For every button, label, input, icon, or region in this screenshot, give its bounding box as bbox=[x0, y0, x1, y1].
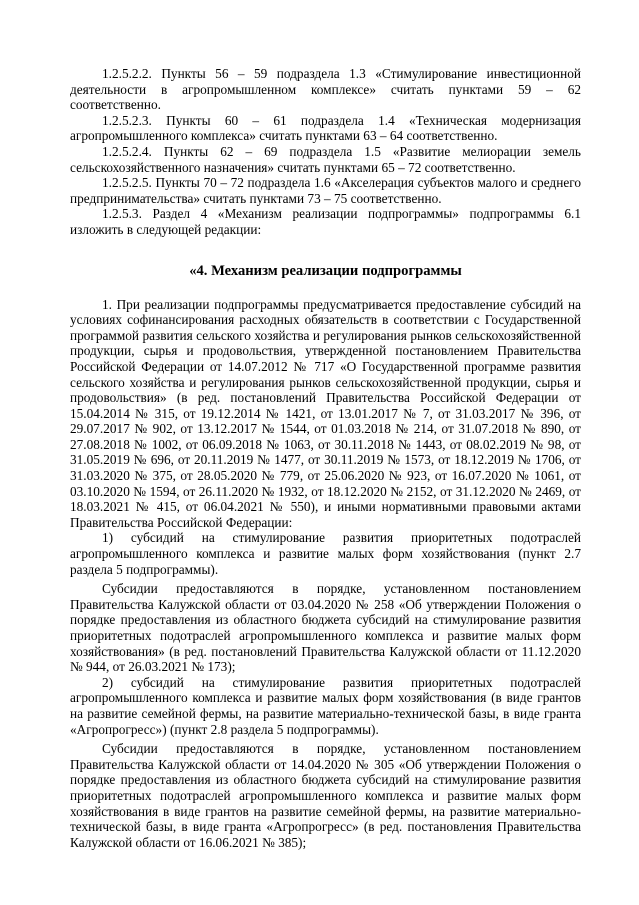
paragraph-1-2-5-2-2: 1.2.5.2.2. Пункты 56 – 59 подраздела 1.3 «Стимулирование инвестиционной деятельности в агропромышленном комплексе» считать пунктами 59 – 62 соответственно. bbox=[70, 66, 581, 113]
paragraph-subitem-1: 1) субсидий на стимулирование развития приоритетных подотраслей агропромышленного комплекса и развитие малых форм хозяйствования (пункт 2.7 раздела 5 подпрограммы). bbox=[70, 530, 581, 577]
paragraph-subsidy-order-1: Субсидии предоставляются в порядке, установленном постановлением Правительства Калужской области от 03.04.2020 № 258 «Об утверждении Положения о порядке предоставления из областного бюджета субсидий на стимулирование развития приоритетных подотраслей агропромышленного комплекса и развитие малых форм хозяйствования» (в ред. постановлений Правительства Калужской области от 11.12.2020 № 944, от 26.03.2021 № 173); bbox=[70, 581, 581, 675]
paragraph-1-2-5-2-5: 1.2.5.2.5. Пункты 70 – 72 подраздела 1.6 «Акселерация субъектов малого и среднего предпринимательства» считать пунктами 73 – 75 соответственно. bbox=[70, 175, 581, 206]
paragraph-subitem-2: 2) субсидий на стимулирование развития приоритетных подотраслей агропромышленного комплекса и развитие малых форм хозяйствования (в виде грантов на развитие семейной фермы, на развитие материально-технической базы, в виде гранта «Агропрогресс») (пункт 2.8 раздела 5 подпрограммы). bbox=[70, 674, 581, 737]
paragraph-item-1: 1. При реализации подпрограммы предусматривается предоставление субсидий на условиях софинансирования расходных обязательств в соответствии с Государственной программой развития сельского хозяйства и регулирования рынков сельскохозяйственной продукции, сырья и продовольствия, утвержденной постановлением Правительства Российской Федерации от 14.07.2012 № 717 «О Государственной программе развития сельского хозяйства и регулирования рынков сельскохозяйственной продукции, сырья и продовольствия» (в ред. постановлений Правительства Российской Федерации от 15.04.2014 № 315, от 19.12.2014 № 1421, от 13.01.2017 № 7, от 31.03.2017 № 396, от 29.07.2017 № 902, от 13.12.2017 № 1544, от 01.03.2018 № 214, от 31.07.2018 № 890, от 27.08.2018 № 1002, от 06.09.2018 № 1063, от 30.11.2018 № 1443, от 08.02.2019 № 98, от 31.05.2019 № 696, от 20.11.2019 № 1477, от 30.11.2019 № 1573, от 18.12.2019 № 1706, от 31.03.2020 № 375, от 28.05.2020 № 779, от 25.06.2020 № 923, от 16.07.2020 № 1061, от 03.10.2020 № 1594, от 26.11.2020 № 1932, от 18.12.2020 № 2152, от 31.12.2020 № 2469, от 18.03.2021 № 415, от 06.04.2021 № 550), и иными нормативными правовыми актами Правительства Российской Федерации: bbox=[70, 296, 581, 530]
paragraph-1-2-5-3: 1.2.5.3. Раздел 4 «Механизм реализации подпрограммы» подпрограммы 6.1 изложить в следующей редакции: bbox=[70, 206, 581, 237]
paragraph-1-2-5-2-4: 1.2.5.2.4. Пункты 62 – 69 подраздела 1.5 «Развитие мелиорации земель сельскохозяйственного назначения» считать пунктами 65 – 72 соответственно. bbox=[70, 143, 581, 175]
paragraph-subsidy-order-2: Субсидии предоставляются в порядке, установленном постановлением Правительства Калужской области от 14.04.2020 № 305 «Об утверждении Положения о порядке предоставления из областного бюджета субсидий на стимулирование развития приоритетных подотраслей агропромышленного комплекса и развитие малых форм хозяйствования в виде грантов на развитие семейной фермы, на развитие материально-технической базы, в виде гранта «Агропрогресс» (в ред. постановления Правительства Калужской области от 16.06.2021 № 385); bbox=[70, 741, 581, 850]
section-heading: «4. Механизм реализации подпрограммы bbox=[189, 262, 462, 279]
paragraph-1-2-5-2-3: 1.2.5.2.3. Пункты 60 – 61 подраздела 1.4 «Техническая модернизация агропромышленного комплекса» считать пунктами 63 – 64 соответственно. bbox=[70, 112, 581, 144]
